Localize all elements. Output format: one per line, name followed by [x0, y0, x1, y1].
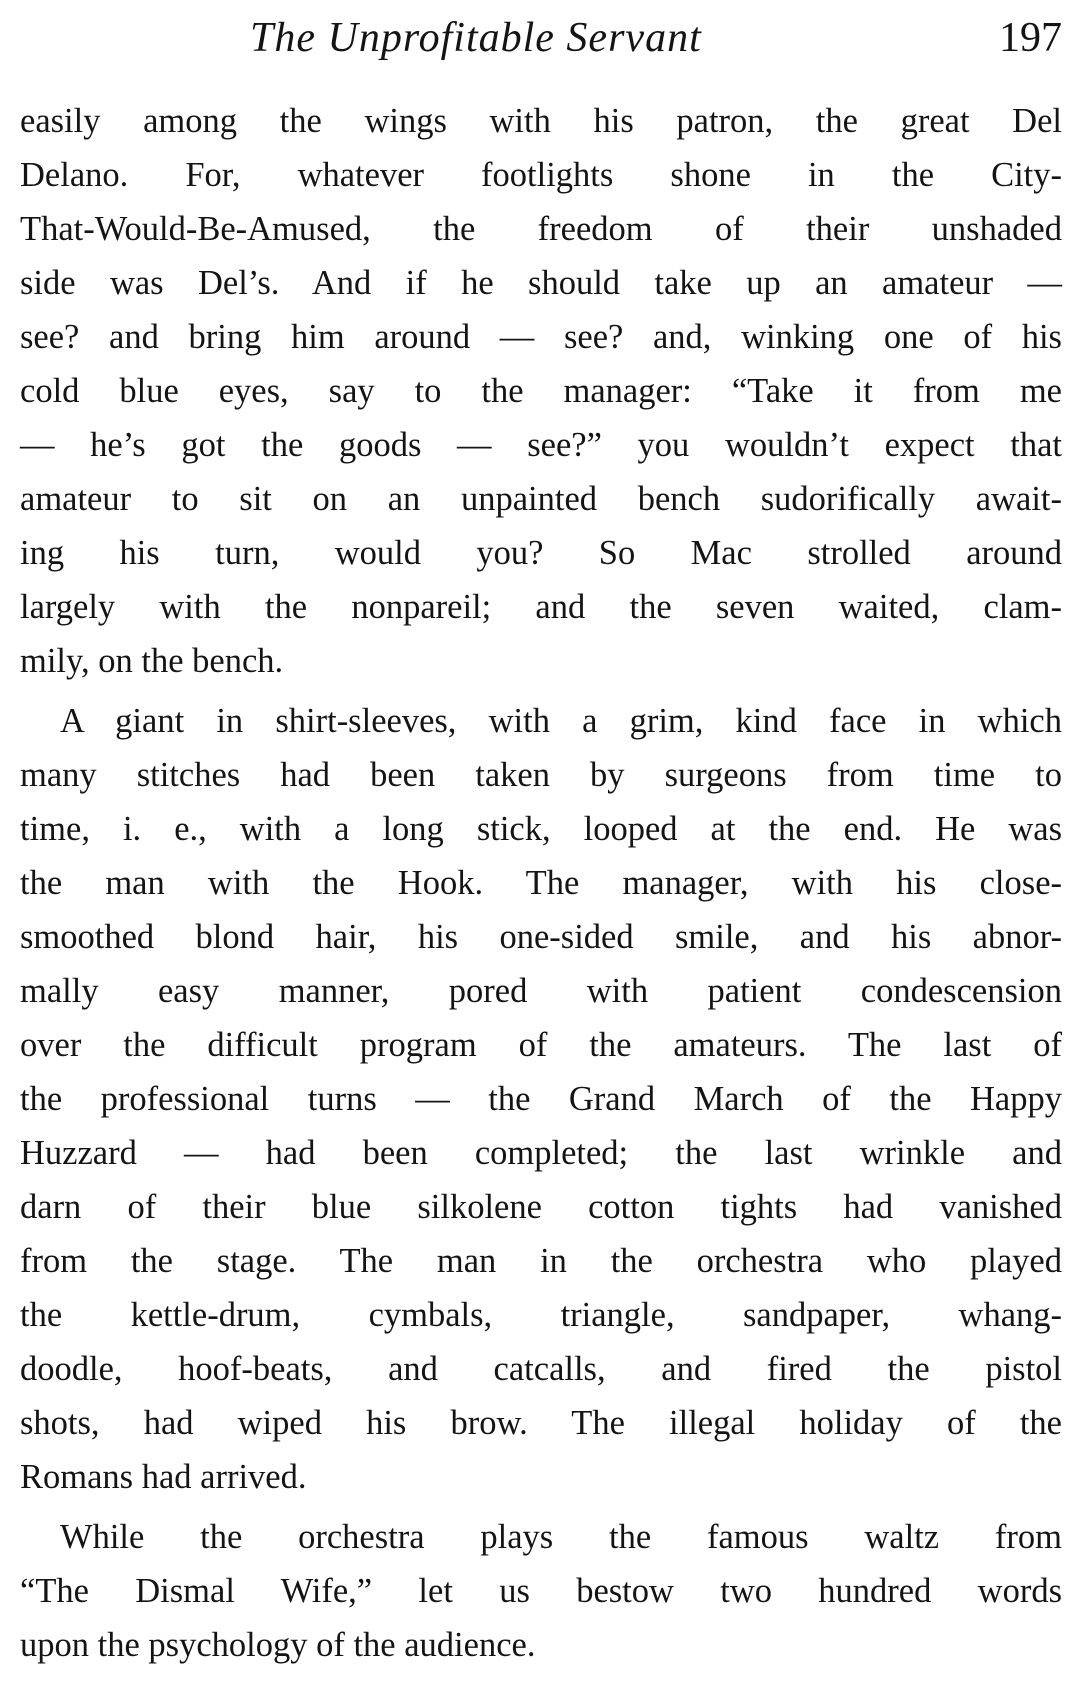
text-line: Romans had arrived. — [20, 1458, 307, 1496]
text-line: easily among the wings with his patron, the great Del — [20, 102, 1062, 140]
text-line: shots, had wiped his brow. The illegal holiday of the — [20, 1404, 1062, 1442]
text-line: upon the psychology of the audience. — [20, 1626, 536, 1664]
book-page — [20, 0, 1062, 1688]
text-line: While the orchestra plays the famous waltz from — [60, 1518, 1062, 1556]
text-line: That-Would-Be-Amused, the freedom of their unshaded — [20, 210, 1062, 248]
text-line: smoothed blond hair, his one-sided smile, and his abnor- — [20, 918, 1062, 956]
text-line: over the difficult program of the amateurs. The last of — [20, 1026, 1062, 1064]
text-line: ing his turn, would you? So Mac strolled around — [20, 534, 1062, 572]
paragraph-1 — [20, 94, 1062, 688]
body-text — [20, 94, 1062, 1678]
text-line: doodle, hoof-beats, and catcalls, and fired the pistol — [20, 1350, 1062, 1388]
text-line: mily, on the bench. — [20, 642, 284, 680]
text-line: A giant in shirt-sleeves, with a grim, kind face in which — [60, 702, 1062, 740]
text-line: “The Dismal Wife,” let us bestow two hundred words — [20, 1572, 1062, 1610]
text-line: the kettle-drum, cymbals, triangle, sandpaper, whang- — [20, 1296, 1062, 1334]
text-line: time, i. e., with a long stick, looped at the end. He was — [20, 810, 1062, 848]
text-line: side was Del’s. And if he should take up an amateur — — [20, 264, 1062, 302]
text-line: cold blue eyes, say to the manager: “Take it from me — [20, 372, 1062, 410]
running-header — [20, 14, 1062, 74]
text-line: the professional turns — the Grand March of the Happy — [20, 1080, 1062, 1118]
text-line: Delano. For, whatever footlights shone in the City- — [20, 156, 1062, 194]
text-line: from the stage. The man in the orchestra who played — [20, 1242, 1062, 1280]
paragraph-2 — [20, 694, 1062, 1504]
text-line: mally easy manner, pored with patient condescension — [20, 972, 1062, 1010]
text-line: the man with the Hook. The manager, with his close- — [20, 864, 1062, 902]
running-title: The Unprofitable Servant — [250, 15, 702, 61]
text-line: darn of their blue silkolene cotton tights had vanished — [20, 1188, 1062, 1226]
text-line: many stitches had been taken by surgeons from time to — [20, 756, 1062, 794]
paragraph-3 — [20, 1510, 1062, 1672]
text-line: — he’s got the goods — see?” you wouldn’t expect that — [20, 426, 1062, 464]
text-line: amateur to sit on an unpainted bench sudorifically await- — [20, 480, 1062, 518]
text-line: see? and bring him around — see? and, winking one of his — [20, 318, 1062, 356]
text-line: Huzzard — had been completed; the last wrinkle and — [20, 1134, 1062, 1172]
page-number: 197 — [999, 15, 1062, 61]
text-line: largely with the nonpareil; and the seven waited, clam- — [20, 588, 1062, 626]
